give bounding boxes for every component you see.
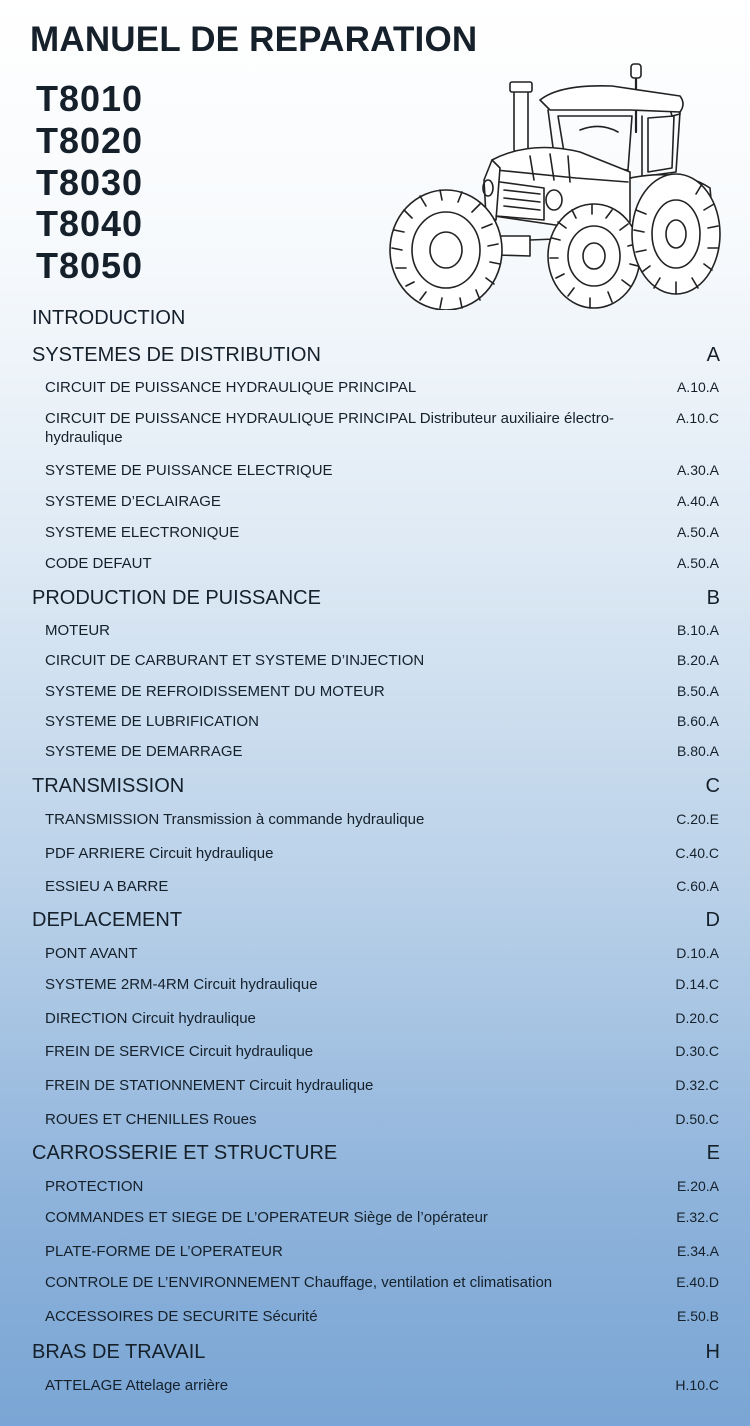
toc-item-code: D.10.A — [676, 945, 719, 961]
toc-item-code: E.20.A — [676, 1178, 719, 1194]
toc-item: SYSTEME ELECTRONIQUE — [45, 524, 240, 541]
toc-item-code: D.14.C — [675, 976, 719, 992]
toc-item-code: B.60.A — [676, 713, 719, 729]
model-t8050: T8050 — [36, 245, 144, 286]
toc-item: CONTROLE DE L’ENVIRONNEMENT Chauffage, ventilation et climatisation — [45, 1274, 553, 1291]
toc-item: SYSTEME D’ECLAIRAGE — [45, 493, 221, 510]
tractor-illustration — [380, 60, 725, 310]
toc-item: PONT AVANT — [45, 945, 138, 962]
toc-item-code: E.50.B — [676, 1308, 719, 1324]
section-c-code: C — [705, 775, 720, 797]
model-t8040: T8040 — [36, 203, 144, 244]
section-a-code: A — [706, 344, 720, 366]
toc-item-code: C.40.C — [675, 845, 719, 861]
toc-item: ROUES ET CHENILLES Roues — [45, 1111, 257, 1128]
toc-item: FREIN DE SERVICE Circuit hydraulique — [45, 1043, 314, 1060]
toc-item-code: D.50.C — [675, 1111, 719, 1127]
toc-item: CIRCUIT DE CARBURANT ET SYSTEME D’INJECTION — [45, 652, 425, 669]
section-a-title: SYSTEMES DE DISTRIBUTION — [32, 344, 321, 366]
toc-item: CIRCUIT DE PUISSANCE HYDRAULIQUE PRINCIPAL Distributeur auxiliaire électro-hydraulique — [45, 410, 615, 446]
toc-item-code: E.34.A — [676, 1243, 719, 1259]
toc-item: SYSTEME DE LUBRIFICATION — [45, 713, 259, 730]
toc-item-code: D.20.C — [675, 1010, 719, 1026]
section-e-code: E — [706, 1142, 720, 1164]
model-t8030: T8030 — [36, 162, 144, 203]
toc-item-code: D.32.C — [675, 1077, 719, 1093]
toc-item-code: C.60.A — [676, 878, 719, 894]
toc-item-code: A.10.C — [676, 410, 719, 426]
toc-item-code: A.30.A — [676, 462, 719, 478]
model-t8010: T8010 — [36, 78, 144, 119]
toc-item-code: A.50.A — [676, 524, 719, 540]
section-d-title: DEPLACEMENT — [32, 909, 183, 931]
toc-item: PDF ARRIERE Circuit hydraulique — [45, 845, 274, 862]
section-h-title: BRAS DE TRAVAIL — [32, 1341, 206, 1363]
toc-item: SYSTEME 2RM-4RM Circuit hydraulique — [45, 976, 318, 993]
toc-item: SYSTEME DE REFROIDISSEMENT DU MOTEUR — [45, 683, 385, 700]
toc-item-code: B.20.A — [676, 652, 719, 668]
toc-item: PROTECTION — [45, 1178, 144, 1195]
section-b-title: PRODUCTION DE PUISSANCE — [32, 587, 321, 609]
toc-item: ACCESSOIRES DE SECURITE Sécurité — [45, 1308, 318, 1325]
document-title: MANUEL DE REPARATION — [30, 20, 478, 59]
toc-item: ATTELAGE Attelage arrière — [45, 1377, 229, 1394]
section-e-title: CARROSSERIE ET STRUCTURE — [32, 1142, 338, 1164]
toc-item: SYSTEME DE DEMARRAGE — [45, 743, 243, 760]
section-c-title: TRANSMISSION — [32, 775, 185, 797]
toc-item: MOTEUR — [45, 622, 110, 639]
toc-item: CIRCUIT DE PUISSANCE HYDRAULIQUE PRINCIPAL — [45, 379, 417, 396]
toc-item: DIRECTION Circuit hydraulique — [45, 1010, 256, 1027]
toc-item: SYSTEME DE PUISSANCE ELECTRIQUE — [45, 462, 333, 479]
toc-item-code: E.32.C — [676, 1209, 719, 1225]
toc-item-code: A.50.A — [676, 555, 719, 571]
toc-item-code: B.10.A — [676, 622, 719, 638]
toc-item-code: D.30.C — [675, 1043, 719, 1059]
toc-item-code: E.40.D — [676, 1274, 719, 1290]
toc-item-code: B.80.A — [676, 743, 719, 759]
toc-item-code: A.10.A — [676, 379, 719, 395]
toc-item-code: H.10.C — [675, 1377, 719, 1393]
toc-item: CODE DEFAUT — [45, 555, 152, 572]
toc-item: PLATE-FORME DE L’OPERATEUR — [45, 1243, 283, 1260]
toc-item-code: B.50.A — [676, 683, 719, 699]
section-h-code: H — [705, 1341, 720, 1363]
toc-item-code: C.20.E — [676, 811, 719, 827]
toc-item-code: A.40.A — [676, 493, 719, 509]
toc-item: COMMANDES ET SIEGE DE L’OPERATEUR Siège de l’opérateur — [45, 1209, 488, 1226]
toc-item: ESSIEU A BARRE — [45, 878, 169, 895]
model-t8020: T8020 — [36, 120, 144, 161]
section-d-code: D — [705, 909, 720, 931]
introduction-heading: INTRODUCTION — [32, 307, 186, 329]
toc-item: FREIN DE STATIONNEMENT Circuit hydraulique — [45, 1077, 374, 1094]
section-b-code: B — [706, 587, 720, 609]
toc-item: TRANSMISSION Transmission à commande hydraulique — [45, 811, 425, 828]
